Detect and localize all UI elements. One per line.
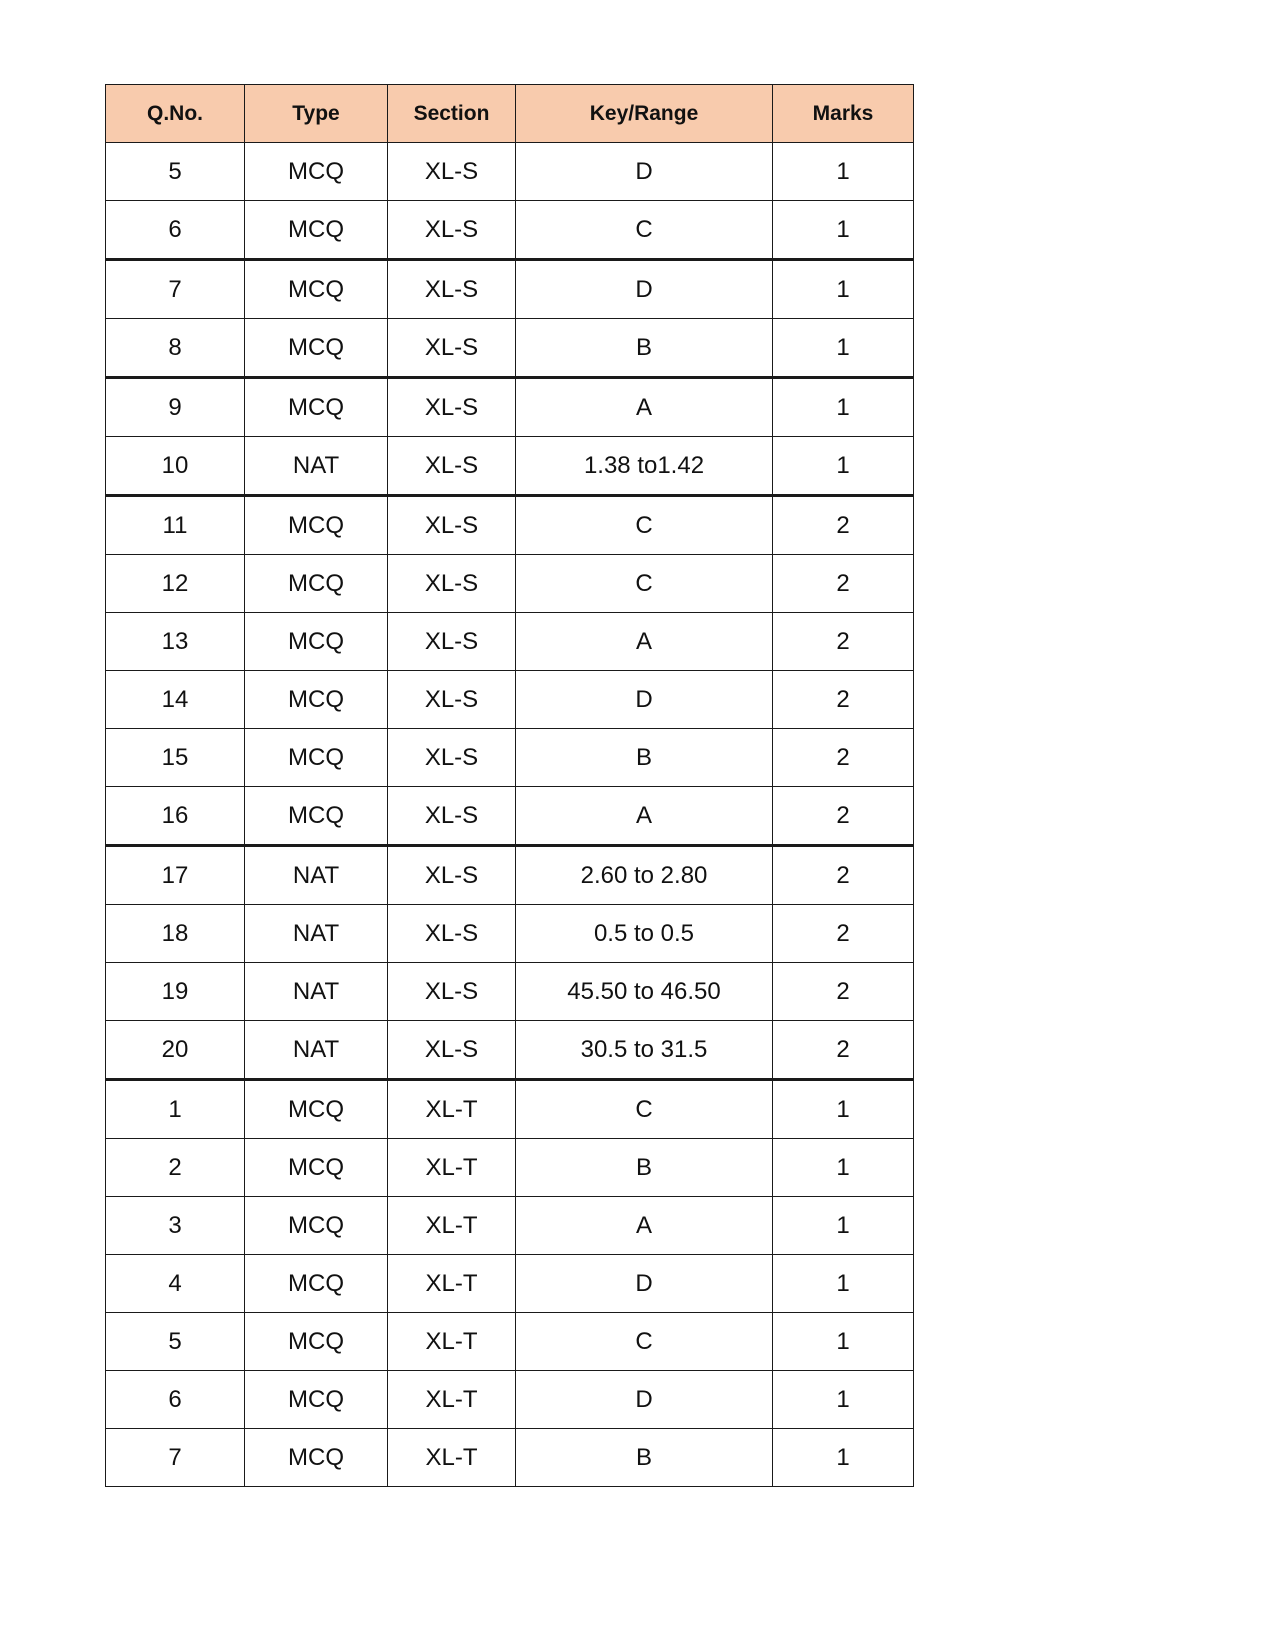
cell-marks: 2 xyxy=(773,496,914,555)
cell-type: MCQ xyxy=(245,555,388,613)
cell-type: MCQ xyxy=(245,319,388,378)
cell-key-range: C xyxy=(516,1313,773,1371)
cell-qno: 17 xyxy=(106,846,245,905)
cell-section: XL-T xyxy=(388,1080,516,1139)
cell-type: MCQ xyxy=(245,201,388,260)
table-row xyxy=(106,319,914,378)
cell-marks: 1 xyxy=(773,1139,914,1197)
table-row xyxy=(106,787,914,846)
cell-qno: 5 xyxy=(106,143,245,201)
cell-key-range: B xyxy=(516,1139,773,1197)
table-row xyxy=(106,1313,914,1371)
cell-marks: 1 xyxy=(773,319,914,378)
cell-qno: 20 xyxy=(106,1021,245,1080)
cell-marks: 2 xyxy=(773,671,914,729)
cell-marks: 2 xyxy=(773,905,914,963)
cell-type: NAT xyxy=(245,1021,388,1080)
cell-key-range: C xyxy=(516,201,773,260)
cell-qno: 7 xyxy=(106,1429,245,1487)
table-row xyxy=(106,201,914,260)
table-row xyxy=(106,496,914,555)
cell-marks: 2 xyxy=(773,846,914,905)
cell-marks: 2 xyxy=(773,555,914,613)
cell-section: XL-S xyxy=(388,378,516,437)
cell-marks: 1 xyxy=(773,260,914,319)
cell-type: NAT xyxy=(245,963,388,1021)
table-row xyxy=(106,1197,914,1255)
cell-marks: 2 xyxy=(773,963,914,1021)
table-row xyxy=(106,1139,914,1197)
cell-type: MCQ xyxy=(245,260,388,319)
cell-marks: 2 xyxy=(773,613,914,671)
cell-type: MCQ xyxy=(245,787,388,846)
cell-qno: 1 xyxy=(106,1080,245,1139)
header-section: Section xyxy=(388,85,516,143)
table-row xyxy=(106,671,914,729)
cell-type: MCQ xyxy=(245,1429,388,1487)
cell-qno: 13 xyxy=(106,613,245,671)
cell-type: MCQ xyxy=(245,1371,388,1429)
table-row xyxy=(106,260,914,319)
header-type: Type xyxy=(245,85,388,143)
cell-section: XL-S xyxy=(388,613,516,671)
table-row xyxy=(106,555,914,613)
cell-key-range: B xyxy=(516,319,773,378)
cell-key-range: C xyxy=(516,555,773,613)
table-row xyxy=(106,143,914,201)
cell-type: MCQ xyxy=(245,1255,388,1313)
table-row xyxy=(106,378,914,437)
cell-marks: 1 xyxy=(773,1255,914,1313)
header-marks: Marks xyxy=(773,85,914,143)
cell-type: NAT xyxy=(245,437,388,496)
cell-key-range: D xyxy=(516,671,773,729)
cell-type: MCQ xyxy=(245,1197,388,1255)
cell-key-range: A xyxy=(516,378,773,437)
cell-marks: 1 xyxy=(773,1080,914,1139)
cell-qno: 3 xyxy=(106,1197,245,1255)
cell-key-range: D xyxy=(516,260,773,319)
table-row xyxy=(106,1080,914,1139)
cell-section: XL-T xyxy=(388,1139,516,1197)
cell-section: XL-S xyxy=(388,787,516,846)
cell-key-range: 45.50 to 46.50 xyxy=(516,963,773,1021)
cell-type: MCQ xyxy=(245,378,388,437)
cell-section: XL-S xyxy=(388,260,516,319)
cell-section: XL-S xyxy=(388,437,516,496)
cell-marks: 1 xyxy=(773,1313,914,1371)
cell-key-range: D xyxy=(516,1255,773,1313)
cell-type: NAT xyxy=(245,846,388,905)
cell-section: XL-S xyxy=(388,201,516,260)
cell-type: MCQ xyxy=(245,143,388,201)
cell-qno: 15 xyxy=(106,729,245,787)
cell-qno: 11 xyxy=(106,496,245,555)
table-row xyxy=(106,1371,914,1429)
cell-marks: 2 xyxy=(773,1021,914,1080)
cell-section: XL-S xyxy=(388,729,516,787)
table-row xyxy=(106,1021,914,1080)
cell-section: XL-S xyxy=(388,143,516,201)
cell-marks: 2 xyxy=(773,787,914,846)
cell-section: XL-S xyxy=(388,496,516,555)
cell-qno: 6 xyxy=(106,1371,245,1429)
cell-section: XL-T xyxy=(388,1371,516,1429)
table-row xyxy=(106,437,914,496)
cell-qno: 14 xyxy=(106,671,245,729)
cell-section: XL-S xyxy=(388,846,516,905)
cell-key-range: A xyxy=(516,787,773,846)
cell-qno: 16 xyxy=(106,787,245,846)
cell-qno: 9 xyxy=(106,378,245,437)
cell-marks: 1 xyxy=(773,378,914,437)
cell-qno: 10 xyxy=(106,437,245,496)
cell-marks: 1 xyxy=(773,201,914,260)
cell-section: XL-T xyxy=(388,1255,516,1313)
cell-marks: 1 xyxy=(773,437,914,496)
table-row xyxy=(106,729,914,787)
cell-marks: 1 xyxy=(773,143,914,201)
cell-key-range: 0.5 to 0.5 xyxy=(516,905,773,963)
table-header xyxy=(106,85,914,143)
cell-qno: 4 xyxy=(106,1255,245,1313)
cell-section: XL-S xyxy=(388,905,516,963)
cell-type: MCQ xyxy=(245,613,388,671)
cell-qno: 6 xyxy=(106,201,245,260)
cell-section: XL-S xyxy=(388,319,516,378)
cell-section: XL-T xyxy=(388,1197,516,1255)
cell-section: XL-T xyxy=(388,1313,516,1371)
cell-type: MCQ xyxy=(245,496,388,555)
cell-type: NAT xyxy=(245,905,388,963)
header-key-range: Key/Range xyxy=(516,85,773,143)
cell-qno: 18 xyxy=(106,905,245,963)
cell-key-range: D xyxy=(516,143,773,201)
cell-qno: 19 xyxy=(106,963,245,1021)
cell-marks: 1 xyxy=(773,1197,914,1255)
table-row xyxy=(106,1255,914,1313)
cell-key-range: C xyxy=(516,496,773,555)
table-row xyxy=(106,905,914,963)
table-body xyxy=(106,143,914,1487)
cell-section: XL-S xyxy=(388,671,516,729)
table-row xyxy=(106,1429,914,1487)
cell-qno: 7 xyxy=(106,260,245,319)
cell-section: XL-S xyxy=(388,1021,516,1080)
cell-key-range: 1.38 to1.42 xyxy=(516,437,773,496)
table-row xyxy=(106,963,914,1021)
cell-key-range: A xyxy=(516,1197,773,1255)
cell-qno: 5 xyxy=(106,1313,245,1371)
cell-type: MCQ xyxy=(245,1080,388,1139)
cell-marks: 2 xyxy=(773,729,914,787)
cell-key-range: D xyxy=(516,1371,773,1429)
cell-qno: 2 xyxy=(106,1139,245,1197)
cell-section: XL-S xyxy=(388,963,516,1021)
cell-type: MCQ xyxy=(245,1313,388,1371)
cell-marks: 1 xyxy=(773,1371,914,1429)
cell-key-range: A xyxy=(516,613,773,671)
cell-key-range: B xyxy=(516,1429,773,1487)
cell-type: MCQ xyxy=(245,1139,388,1197)
table-row xyxy=(106,846,914,905)
cell-qno: 8 xyxy=(106,319,245,378)
table-row xyxy=(106,613,914,671)
cell-type: MCQ xyxy=(245,729,388,787)
cell-key-range: B xyxy=(516,729,773,787)
cell-key-range: 2.60 to 2.80 xyxy=(516,846,773,905)
cell-marks: 1 xyxy=(773,1429,914,1487)
cell-qno: 12 xyxy=(106,555,245,613)
header-qno: Q.No. xyxy=(106,85,245,143)
cell-type: MCQ xyxy=(245,671,388,729)
cell-key-range: C xyxy=(516,1080,773,1139)
cell-section: XL-S xyxy=(388,555,516,613)
cell-section: XL-T xyxy=(388,1429,516,1487)
answer-key-table xyxy=(105,84,914,1487)
header-row xyxy=(106,85,914,143)
cell-key-range: 30.5 to 31.5 xyxy=(516,1021,773,1080)
